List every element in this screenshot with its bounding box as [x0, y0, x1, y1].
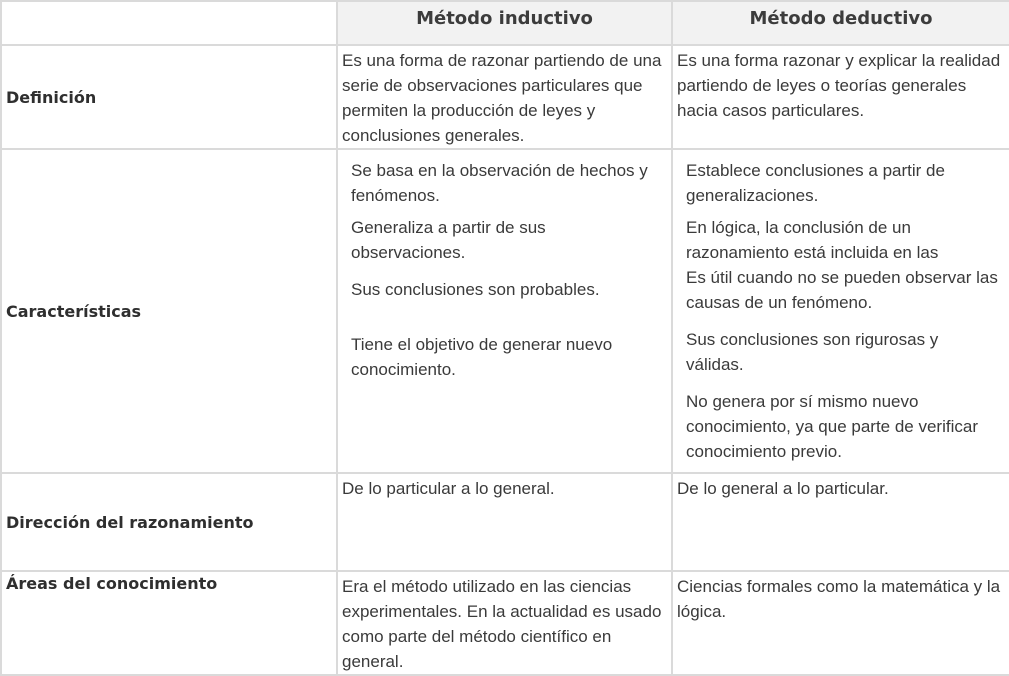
direccion-deductivo: De lo general a lo particular. [672, 473, 1009, 571]
row-areas [1, 571, 1009, 675]
row-caracteristicas [1, 149, 1009, 473]
areas-deductivo: Ciencias formales como la matemática y la lógica. [672, 571, 1009, 675]
header-inductivo: Método inductivo [337, 1, 672, 45]
caracteristicas-deductivo-list [673, 150, 1009, 464]
list-item: Se basa en la observación de hechos y fenómenos. [351, 161, 648, 205]
areas-inductivo: Era el método utilizado en las ciencias experimentales. En la actualidad es usado como parte del método científico en general. [337, 571, 672, 675]
caracteristicas-inductivo [337, 149, 672, 473]
header-deductivo: Método deductivo [672, 1, 1009, 45]
list-item: En lógica, la conclusión de un razonamiento está incluida en las [686, 218, 939, 262]
row-label-areas: Áreas del conocimiento [1, 571, 337, 675]
row-label-definicion: Definición [1, 45, 337, 149]
list-item: Sus conclusiones son probables. [351, 280, 600, 299]
row-definicion [1, 45, 1009, 149]
list-item: Generaliza a partir de sus observaciones. [351, 218, 546, 262]
row-label-caracteristicas: Características [1, 149, 337, 473]
direccion-inductivo: De lo particular a lo general. [337, 473, 672, 571]
caracteristicas-inductivo-list [338, 150, 671, 382]
list-item: Tiene el objetivo de generar nuevo conocimiento. [351, 335, 613, 379]
row-direccion [1, 473, 1009, 571]
list-item: Es útil cuando no se pueden observar las causas de un fenómeno. [686, 268, 998, 312]
definicion-deductivo: Es una forma razonar y explicar la realidad partiendo de leyes o teorías generales hacia casos particulares. [672, 45, 1009, 149]
header-corner [1, 1, 337, 45]
header-row [1, 1, 1009, 45]
definicion-inductivo: Es una forma de razonar partiendo de una serie de observaciones particulares que permiten la producción de leyes y conclusiones generales. [337, 45, 672, 149]
row-label-direccion: Dirección del razonamiento [1, 473, 337, 571]
caracteristicas-deductivo [672, 149, 1009, 473]
list-item: Establece conclusiones a partir de generalizaciones. [686, 161, 945, 205]
list-item: Sus conclusiones son rigurosas y válidas. [686, 330, 939, 374]
list-item: No genera por sí mismo nuevo conocimiento, ya que parte de verificar conocimiento previo. [686, 392, 978, 461]
